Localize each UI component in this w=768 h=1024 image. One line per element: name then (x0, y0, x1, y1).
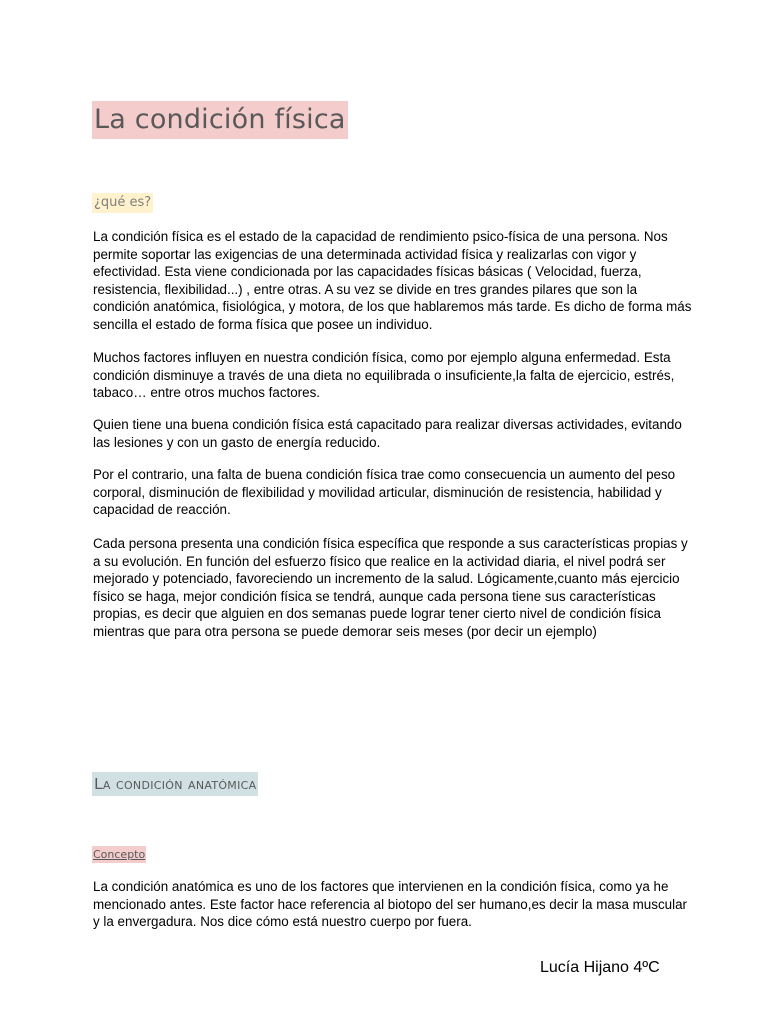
paragraph-3: Quien tiene una buena condición física está capacitado para realizar diversas actividades, evitando las lesiones y con un gasto de energía reducido. (93, 417, 682, 450)
concept-label: Concepto (93, 848, 146, 861)
section-paragraph: La condición anatómica es uno de los factores que intervienen en la condición física, como ya he mencionado antes. Este factor hace referencia al biotopo del ser humano,es decir la masa muscular y la envergadura. Nos dice cómo está nuestro cuerpo por fuera. (93, 879, 687, 930)
subtitle-que-es: ¿qué es? (92, 193, 153, 213)
paragraph-4: Por el contrario, una falta de buena condición física trae como consecuencia un aumento del peso corporal, disminución de flexibilidad y movilidad articular, disminución de resistencia, habilidad y capacidad de reacción. (93, 467, 676, 518)
paragraph-2: Muchos factores influyen en nuestra condición física, como por ejemplo alguna enfermedad. Esta condición disminuye a través de una dieta no equilibrada o insuficiente,la falta de ejercicio, estrés, tabaco… entre otros muchos factores. (93, 350, 675, 401)
author-footer: Lucía Hijano 4ºC (540, 959, 660, 976)
section-title-anatomica: La condición anatómica (92, 772, 258, 796)
page-title: La condición física (92, 101, 348, 139)
paragraph-1: La condición física es el estado de la capacidad de rendimiento psico-física de una persona. Nos permite soportar las exigencias de una determinada actividad física y realizarlas con vigor y efectividad. Esta viene condicionada por las capacidades físicas básicas ( Velocidad, fuerza, resistencia, flexibilidad...) , entre otras. A su vez se divide en tres grandes pilares que son la condición anatómica, fisiológica, y motora, de los que hablaremos más tarde. Es dicho de forma más sencilla el estado de forma física que posee un individuo. (93, 229, 692, 332)
paragraph-5: Cada persona presenta una condición física específica que responde a sus características propias y a su evolución. En función del esfuerzo físico que realice en la actividad diaria, el nivel podrá ser mejorado y potenciado, favoreciendo un incremento de la salud. Lógicamente,cuanto más ejercicio físico se haga, mejor condición física se tendrá, aunque cada persona tiene sus características propias, es decir que alguien en dos semanas puede lograr tener cierto nivel de condición física mientras que para otra persona se puede demorar seis meses (por decir un ejemplo) (93, 536, 688, 639)
